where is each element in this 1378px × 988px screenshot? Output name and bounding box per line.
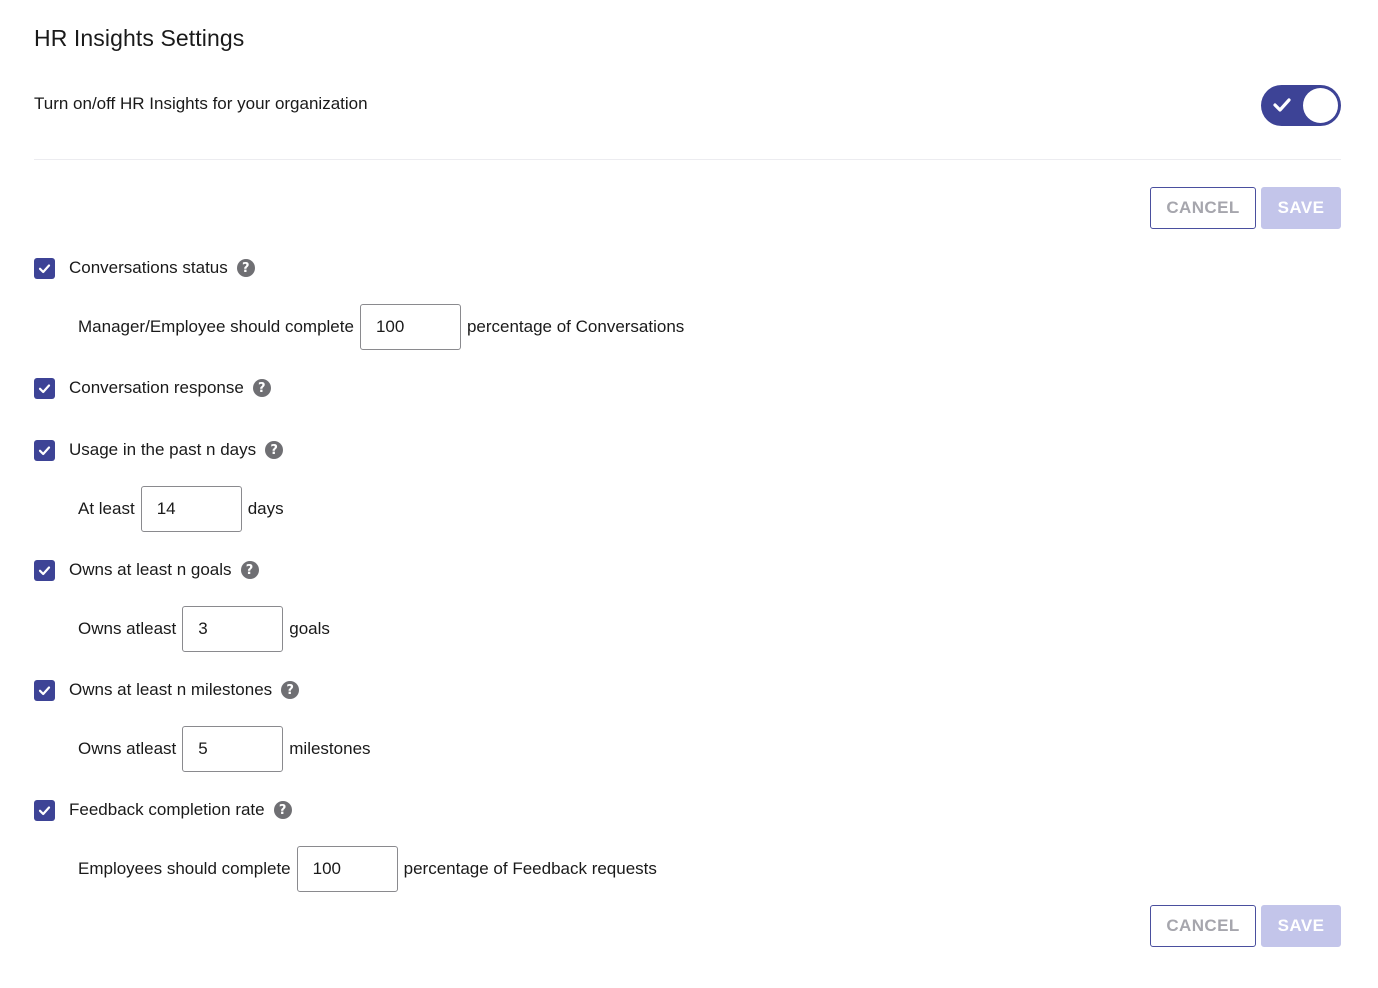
milestones-threshold (78, 726, 371, 772)
setting-conversation-response (34, 376, 271, 400)
setting-label: Feedback completion rate (69, 800, 265, 819)
milestones-count-input[interactable] (182, 726, 283, 772)
feedback-completion-rate-checkbox[interactable] (34, 800, 55, 821)
threshold-suffix: days (247, 499, 284, 518)
conversations-status-threshold (78, 304, 684, 350)
threshold-prefix: At least (78, 499, 135, 518)
setting-owns-n-goals (34, 558, 259, 582)
checkmark-icon (38, 382, 51, 395)
setting-usage-past-n-days (34, 438, 283, 462)
hr-insights-toggle[interactable] (1261, 85, 1341, 126)
setting-owns-n-milestones (34, 678, 299, 702)
setting-label: Conversation response (69, 378, 244, 397)
save-button-top[interactable]: SAVE (1261, 187, 1341, 229)
cancel-button-bottom[interactable]: CANCEL (1150, 905, 1256, 947)
threshold-suffix: percentage of Feedback requests (403, 859, 657, 878)
question-circle-icon[interactable]: ? (274, 801, 292, 819)
question-circle-icon[interactable]: ? (265, 441, 283, 459)
usage-days-input[interactable] (141, 486, 242, 532)
threshold-prefix: Owns atleast (78, 739, 177, 758)
goals-threshold (78, 606, 330, 652)
feedback-percentage-input[interactable] (297, 846, 398, 892)
page-title: HR Insights Settings (34, 25, 245, 51)
conversation-response-checkbox[interactable] (34, 378, 55, 399)
feedback-threshold (78, 846, 657, 892)
threshold-suffix: milestones (289, 739, 371, 758)
checkmark-icon (38, 804, 51, 817)
setting-label: Owns at least n goals (69, 560, 232, 579)
question-circle-icon[interactable]: ? (253, 379, 271, 397)
question-circle-icon[interactable]: ? (237, 259, 255, 277)
checkmark-icon (38, 444, 51, 457)
cancel-button-top[interactable]: CANCEL (1150, 187, 1256, 229)
save-button-bottom[interactable]: SAVE (1261, 905, 1341, 947)
owns-n-milestones-checkbox[interactable] (34, 680, 55, 701)
setting-label: Owns at least n milestones (69, 680, 273, 699)
hr-insights-toggle-row (34, 94, 1341, 118)
setting-feedback-completion-rate (34, 798, 292, 822)
setting-label: Usage in the past n days (69, 440, 257, 459)
setting-conversations-status (34, 256, 255, 280)
checkmark-icon (1272, 92, 1292, 118)
threshold-prefix: Employees should complete (78, 859, 291, 878)
setting-label: Conversations status (69, 258, 228, 277)
usage-days-threshold (78, 486, 284, 532)
checkmark-icon (38, 684, 51, 697)
toggle-knob (1303, 88, 1338, 123)
question-circle-icon[interactable]: ? (281, 681, 299, 699)
usage-past-n-days-checkbox[interactable] (34, 440, 55, 461)
toggle-label: Turn on/off HR Insights for your organization (34, 94, 368, 113)
threshold-suffix: goals (289, 619, 330, 638)
conversations-status-checkbox[interactable] (34, 258, 55, 279)
question-circle-icon[interactable]: ? (241, 561, 259, 579)
checkmark-icon (38, 262, 51, 275)
goals-count-input[interactable] (182, 606, 283, 652)
checkmark-icon (38, 564, 51, 577)
divider (34, 159, 1341, 160)
threshold-suffix: percentage of Conversations (466, 317, 685, 336)
threshold-prefix: Manager/Employee should complete (78, 317, 354, 336)
conversations-percentage-input[interactable] (360, 304, 461, 350)
owns-n-goals-checkbox[interactable] (34, 560, 55, 581)
threshold-prefix: Owns atleast (78, 619, 177, 638)
